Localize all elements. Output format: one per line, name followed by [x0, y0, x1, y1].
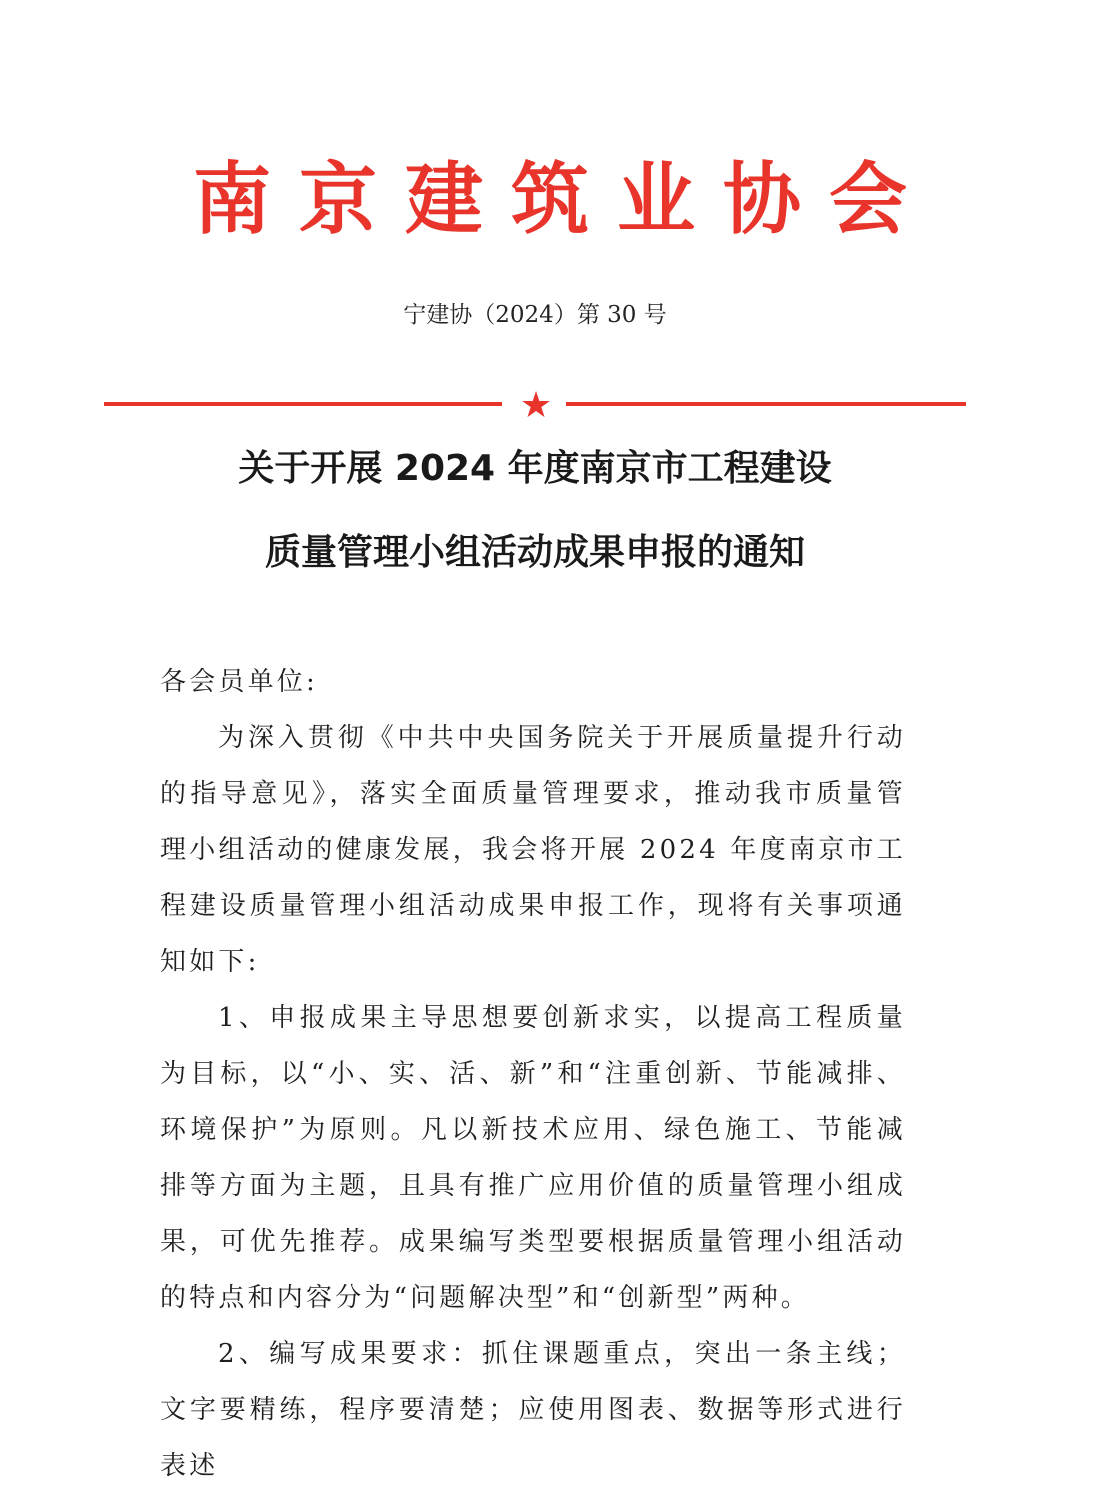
- star-icon: ★: [519, 385, 553, 426]
- document-title-line-2: 质量管理小组活动成果申报的通知: [264, 532, 805, 573]
- paragraph-item-1: 1、申报成果主导思想要创新求实，以提高工程质量为目标，以“小、实、活、新”和“注重创新、节能减排、环境保护”为原则。凡以新技术应用、绿色施工、节能减排等方面为主题，且具有推广应用价值的质量管理小组成果，可优先推荐。成果编写类型要根据质量管理小组活动的特点和内容分为“问题解决型”和“创新型”两种。: [160, 1003, 906, 1313]
- divider-line-left: [104, 402, 502, 406]
- paragraph-intro: 为深入贯彻《中共中央国务院关于开展质量提升行动的指导意见》，落实全面质量管理要求，推动我市质量管理小组活动的健康发展，我会将开展 2024 年度南京市工程建设质量管理小组活动成果申报工作，现将有关事项通知如下:: [160, 723, 906, 977]
- document-title-line-1: 关于开展 2024 年度南京市工程建设: [238, 448, 832, 489]
- document-number: 宁建协（2024）第 30 号: [403, 302, 667, 328]
- divider-line-right: [566, 402, 966, 406]
- salutation: 各会员单位:: [160, 667, 318, 697]
- organization-letterhead: 南京建筑业协会: [192, 155, 935, 245]
- red-divider: [104, 385, 966, 426]
- paragraph-item-2: 2、编写成果要求：抓住课题重点，突出一条主线；文字要精练，程序要清楚；应使用图表、数据等形式进行表述: [160, 1339, 906, 1481]
- document-body: [160, 654, 906, 1494]
